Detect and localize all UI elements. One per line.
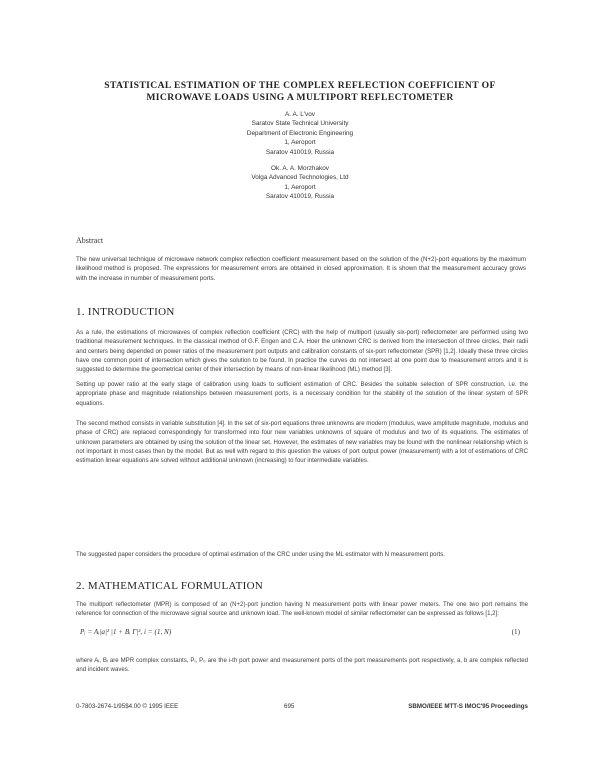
section2-paragraph-1: The multiport reflectometer (MPR) is composed of an (N+2)-port junction having N measurement ports with linear power meters. The one two port remains the reference for connection of the microwave signal source and unknown load. The well-known model of similar reflectometer can be expressed as follows [1,2]: — [76, 601, 528, 618]
author1-affiliation: Saratov State Technical University — [251, 120, 349, 128]
author1-name: A. A. L'vov — [285, 111, 315, 118]
author-block — [150, 110, 450, 202]
equation-number: (1) — [511, 628, 520, 636]
page-footer — [76, 703, 528, 715]
section1-paragraph-1: As a rule, the estimations of microwaves of complex reflection coefficient (CRC) with the help of multiport (usually six-port) reflectometer are performed using two traditional measurement techniques. In the classical method of G.F. Engen and C.A. Hoer the unknown CRC is derived from the intersection of three circles, their radii and centers being depended on power ratios of the measurement port outputs and calibration constants of six-port reflectometer (SPR) [1,2]. Ideally these three circles have one common point of intersection which gives the solution to be found. In practice the curves do not intersect at one point due to measurement errors and it is suggested to determine the geometrical center of their intersection by means of non-linear likelihood (ML) method [3]. — [76, 329, 528, 374]
abstract-text: The new universal technique of microwave network complex reflection coefficient measurement based on the solution of the (N+2)-port equations by the maximum likelihood method is proposed. The expressions for measurement errors are obtained in closed approximation. It is shown that the measurement accuracy grows with the increase in number of measurement ports. — [76, 256, 526, 282]
author2-name: Ok. A. A. Morzhakov — [271, 165, 329, 173]
author1-street: 1, Aeroport — [284, 139, 316, 147]
footer-copyright: 0-7803-2674-1/95$4.00 © 1995 IEEE — [76, 703, 179, 710]
section1-paragraph-4: The suggested paper considers the procedure of optimal estimation of the CRC under using the ML estimator with N measurement ports. — [76, 551, 445, 558]
author-gap — [150, 157, 450, 164]
title-line-2: MICROWAVE LOADS USING A MULTIPORT REFLECTOMETER — [146, 92, 454, 103]
paper-title — [60, 80, 540, 104]
section1-paragraph-2: Setting up power ratio at the early stage of calibration using loads to sufficient estimation of CRC. Besides the suitable selection of SPR construction, i.e. the appropriate phase and magnitude relationships between measurement ports, is a necessary condition for the stability of the solution of the linear system of SPR equations. — [76, 381, 528, 407]
equation-1 — [80, 628, 520, 642]
abstract-heading: Abstract — [76, 236, 104, 245]
section2-paragraph-2: where Aᵢ, Bᵢ are MPR complex constants, Pᵢ, P₀ are the i-th port power and measurement ports of the port measurements port respectively, a, b are complex reflected and incident waves. — [76, 657, 528, 674]
section1-heading: 1. INTRODUCTION — [76, 306, 175, 318]
author1-department: Department of Electronic Engineering — [246, 129, 354, 137]
title-line-1: STATISTICAL ESTIMATION OF THE COMPLEX REFLECTION COEFFICIENT OF — [104, 80, 496, 91]
footer-proceedings: SBMO/IEEE MTT-S IMOC'95 Proceedings — [408, 703, 528, 710]
author2-street: 1, Aeroport — [284, 183, 316, 191]
section1-paragraph-3: The second method consists in variable substitution [4]. In the set of six-port equations three unknowns are modern (modulus, wave amplitude magnitude, modulus and phase of CRC) are replaced correspondingly for transformed into four new variables unknowns of square of modulus and two of its equations. The estimates of unknown parameters are obtained by using the solution of the linear set. However, the estimates of new variables may be found with the nonlinear relationship which is not important in most cases then by the model. But as well with regard to this question the values of port output power (measurement) with a lot of estimations of CRC estimation linear equations are solved without additional unknown (increasing) to four intermediate variables. — [76, 420, 528, 465]
author2-city: Saratov 410019, Russia — [265, 193, 335, 201]
author2-affiliation: Volga Advanced Technologies, Ltd — [251, 174, 349, 182]
footer-page-number: 695 — [284, 703, 295, 710]
equation-body: Pᵢ = Aᵢ|a|² |1 + Bᵢ Γ|², i = (1, N) — [80, 628, 172, 636]
author1-city: Saratov 410019, Russia — [265, 148, 335, 156]
section2-heading: 2. MATHEMATICAL FORMULATION — [76, 580, 264, 592]
